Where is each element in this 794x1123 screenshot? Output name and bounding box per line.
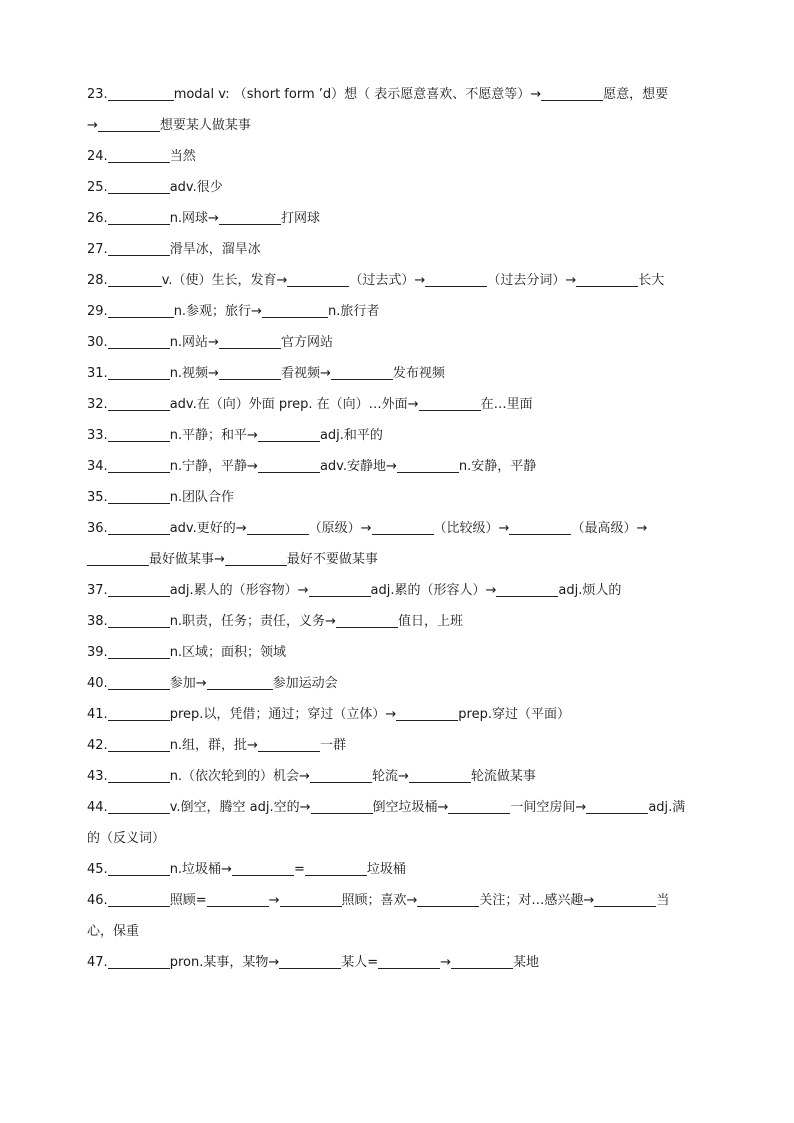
line-text: 照顾= [169,893,207,908]
vocab-item [87,420,709,451]
vocab-item [87,296,709,327]
line-text: 28. [87,273,108,288]
vocab-line [87,730,709,761]
vocab-line [87,141,709,172]
worksheet [87,79,709,978]
vocab-item [87,575,709,606]
vocab-line [87,513,709,544]
answer-blank[interactable] [219,366,281,380]
line-text: n.区域；面积；领域 [169,645,287,660]
line-text: adv.很少 [169,180,223,195]
vocab-line [87,885,709,916]
answer-blank[interactable] [509,521,571,535]
line-text: 长大 [638,273,665,288]
line-text: pron.某事，某物→ [169,955,280,970]
line-text: 35. [87,490,108,505]
line-text: 46. [87,893,108,908]
vocab-line [87,854,709,885]
line-text: 看视频→ [280,366,331,381]
vocab-item [87,947,709,978]
line-text: = [293,862,305,877]
vocab-line [87,327,709,358]
line-text: n.垃圾桶→ [169,862,232,877]
answer-blank[interactable] [372,521,434,535]
vocab-line [87,482,709,513]
answer-blank[interactable] [247,521,309,535]
line-text: modal v: （short form ’d）想（ 表示愿意喜欢、不愿意等）→ [173,87,542,102]
line-text: adj.累人的（形容物）→ [169,583,309,598]
answer-blank[interactable] [108,955,170,969]
line-text: （过去分词）→ [487,273,577,288]
answer-blank[interactable] [232,862,294,876]
answer-blank[interactable] [409,769,471,783]
vocab-line [87,916,709,947]
line-text: 在…里面 [480,397,533,412]
line-text: 照顾；喜欢→ [341,893,418,908]
line-text: n.宁静，平静→ [169,459,258,474]
line-text: prep.穿过（平面） [458,707,570,722]
vocab-item [87,606,709,637]
vocab-line [87,451,709,482]
answer-blank[interactable] [207,893,269,907]
answer-blank[interactable] [258,428,320,442]
answer-blank[interactable] [305,862,367,876]
line-text: n.参观；旅行→ [173,304,262,319]
answer-blank[interactable] [108,428,170,442]
answer-blank[interactable] [425,273,487,287]
answer-blank[interactable] [417,893,479,907]
line-text: 30. [87,335,108,350]
line-text: 想要某人做某事 [159,118,251,133]
answer-blank[interactable] [287,273,349,287]
answer-blank[interactable] [108,769,170,783]
vocab-item [87,79,709,141]
vocab-item [87,172,709,203]
line-text: n.旅行者 [327,304,380,319]
vocab-item [87,389,709,420]
answer-blank[interactable] [336,614,398,628]
vocab-line [87,79,709,110]
answer-blank[interactable] [108,304,174,318]
answer-blank[interactable] [108,459,170,473]
vocab-line [87,699,709,730]
vocab-item [87,265,709,296]
answer-blank[interactable] [108,242,170,256]
line-text: 的（反义词） [87,831,166,846]
line-text: 29. [87,304,108,319]
line-text: 32. [87,397,108,412]
line-text: 愿意，想要 [603,87,669,102]
line-text: 最好做某事→ [149,552,225,567]
line-text: adj.满 [648,800,686,815]
line-text: 官方网站 [280,335,333,350]
answer-blank[interactable] [108,862,170,876]
line-text: 一间空房间→ [510,800,587,815]
answer-blank[interactable] [108,397,170,411]
line-text: n.网球→ [169,211,219,226]
line-text: 38. [87,614,108,629]
vocab-item [87,730,709,761]
vocab-line [87,947,709,978]
answer-blank[interactable] [108,800,170,814]
vocab-item [87,761,709,792]
answer-blank[interactable] [496,583,558,597]
answer-blank[interactable] [108,893,170,907]
answer-blank[interactable] [108,738,170,752]
line-text: 倒空垃圾桶→ [372,800,449,815]
answer-blank[interactable] [108,366,170,380]
line-text: n.安静，平静 [458,459,537,474]
answer-blank[interactable] [207,676,273,690]
answer-blank[interactable] [219,211,281,225]
vocab-item [87,203,709,234]
line-text: （最高级）→ [571,521,648,536]
answer-blank[interactable] [108,645,170,659]
vocab-line [87,606,709,637]
line-text: 41. [87,707,108,722]
vocab-line [87,575,709,606]
line-text: 39. [87,645,108,660]
line-text: n.网站→ [169,335,219,350]
line-text: n.职责，任务；责任，义务→ [169,614,336,629]
line-text: n.团队合作 [169,490,235,505]
line-text: 24. [87,149,108,164]
line-text: 发布视频 [392,366,445,381]
vocab-item [87,637,709,668]
vocab-item [87,327,709,358]
vocab-line [87,761,709,792]
line-text: n.组，群，批→ [169,738,258,753]
line-text: 打网球 [280,211,320,226]
line-text: 轮流→ [371,769,409,784]
line-text: 当 [656,893,670,908]
answer-blank[interactable] [309,583,371,597]
line-text: 关注；对…感兴趣→ [479,893,595,908]
line-text: adv.在（向）外面 prep. 在（向）…外面→ [169,397,419,412]
answer-blank[interactable] [310,769,372,783]
answer-blank[interactable] [419,397,481,411]
line-text: 25. [87,180,108,195]
line-text: 33. [87,428,108,443]
answer-blank[interactable] [451,955,513,969]
answer-blank[interactable] [108,676,170,690]
line-text: 最好不要做某事 [286,552,378,567]
answer-blank[interactable] [397,459,459,473]
line-text: 滑旱冰，溜旱冰 [169,242,261,257]
line-text: → [87,118,98,133]
line-text: （过去式）→ [349,273,426,288]
vocab-item [87,358,709,389]
answer-blank[interactable] [108,335,170,349]
vocab-line [87,234,709,265]
line-text: 23. [87,87,108,102]
line-text: 参加运动会 [272,676,338,691]
vocab-item [87,451,709,482]
line-text: 44. [87,800,108,815]
line-text: （原级）→ [308,521,372,536]
line-text: 值日，上班 [397,614,463,629]
answer-blank[interactable] [279,955,341,969]
answer-blank[interactable] [225,552,287,566]
vocab-line [87,358,709,389]
answer-blank[interactable] [98,118,160,132]
line-text: 轮流做某事 [470,769,536,784]
answer-blank[interactable] [262,304,328,318]
vocab-item [87,668,709,699]
answer-blank[interactable] [219,335,281,349]
vocab-line [87,296,709,327]
vocab-item [87,699,709,730]
line-text: 36. [87,521,108,536]
vocab-item [87,234,709,265]
line-text: 45. [87,862,108,877]
vocab-line [87,637,709,668]
line-text: adj.累的（形容人）→ [370,583,497,598]
vocab-item [87,513,709,575]
line-text: 26. [87,211,108,226]
answer-blank[interactable] [108,211,170,225]
answer-blank[interactable] [396,707,458,721]
line-text: n.视频→ [169,366,219,381]
answer-blank[interactable] [108,273,162,287]
line-text: → [440,955,452,970]
answer-blank[interactable] [108,521,170,535]
line-text: adv.安静地→ [319,459,397,474]
line-text: 40. [87,676,108,691]
answer-blank[interactable] [311,800,373,814]
line-text: 31. [87,366,108,381]
line-text: 当然 [169,149,196,164]
answer-blank[interactable] [594,893,656,907]
line-text: adj.和平的 [319,428,383,443]
line-text: 34. [87,459,108,474]
line-text: 27. [87,242,108,257]
line-text: 一群 [319,738,346,753]
line-text: 心，保重 [87,924,140,939]
answer-blank[interactable] [576,273,638,287]
answer-blank[interactable] [108,614,170,628]
vocab-line [87,792,709,823]
line-text: v.（使）生长，发育→ [161,273,288,288]
line-text: 某地 [513,955,540,970]
line-text: 某人= [341,955,379,970]
line-text: n.（依次轮到的）机会→ [169,769,310,784]
line-text: prep.以，凭借；通过；穿过（立体）→ [169,707,397,722]
line-text: 37. [87,583,108,598]
answer-blank[interactable] [108,490,170,504]
vocab-item [87,482,709,513]
answer-blank[interactable] [541,87,603,101]
vocab-line [87,420,709,451]
vocab-item [87,854,709,885]
vocab-line [87,389,709,420]
vocab-item [87,141,709,172]
answer-blank[interactable] [258,738,320,752]
vocab-line [87,172,709,203]
line-text: adv.更好的→ [169,521,247,536]
vocab-line [87,110,709,141]
answer-blank[interactable] [108,87,174,101]
vocab-line [87,203,709,234]
answer-blank[interactable] [331,366,393,380]
line-text: 垃圾桶 [366,862,406,877]
answer-blank[interactable] [448,800,510,814]
line-text: v.倒空，腾空 adj.空的→ [169,800,311,815]
line-text: （比较级）→ [433,521,510,536]
answer-blank[interactable] [108,707,170,721]
answer-blank[interactable] [258,459,320,473]
line-text: 参加→ [169,676,207,691]
vocab-line [87,823,709,854]
answer-blank[interactable] [280,893,342,907]
answer-blank[interactable] [586,800,648,814]
answer-blank[interactable] [108,149,170,163]
vocab-line [87,265,709,296]
answer-blank[interactable] [108,180,170,194]
line-text: adj.烦人的 [558,583,622,598]
line-text: → [268,893,280,908]
vocab-item [87,792,709,854]
line-text: 43. [87,769,108,784]
vocab-line [87,668,709,699]
line-text: n.平静；和平→ [169,428,258,443]
answer-blank[interactable] [378,955,440,969]
vocab-line [87,544,709,575]
answer-blank[interactable] [87,552,149,566]
line-text: 42. [87,738,108,753]
vocab-item [87,885,709,947]
answer-blank[interactable] [108,583,170,597]
line-text: 47. [87,955,108,970]
